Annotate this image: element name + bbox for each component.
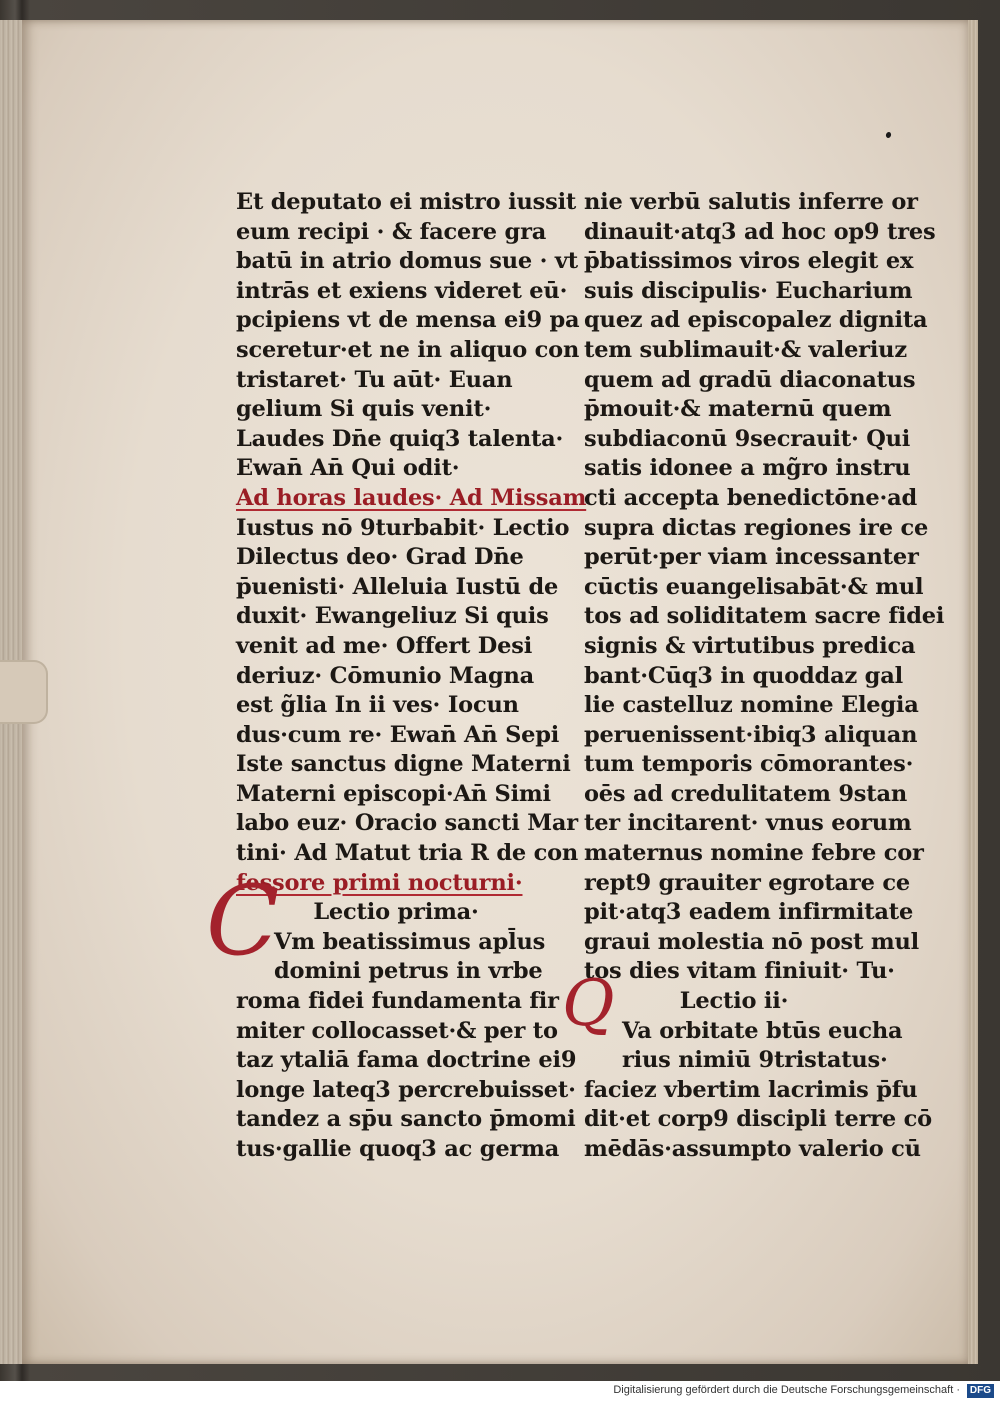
text-line: dinauit·atq3 ad hoc op9 tres <box>584 218 936 245</box>
text-line: Ewan̄ An̄ Qui odit· <box>236 455 460 482</box>
right-text-column <box>584 188 945 1165</box>
text-line: tos dies vitam finiuit· Tu· <box>584 958 895 985</box>
text-line: subdiaconū 9secrauit· Qui <box>584 425 911 452</box>
text-line: deriuz· Cōmunio Magna <box>236 662 535 689</box>
page-edges-right <box>968 20 978 1364</box>
illuminated-initial-q: Q <box>562 967 615 1041</box>
text-line: labo euz· Oracio sancti Mar <box>236 810 578 837</box>
text-line: est g̃lia In ii ves· Iocun <box>236 692 519 719</box>
text-line: Va orbitate btūs eucha <box>622 1017 903 1044</box>
text-line: dit·et corp9 discipli terre cō <box>584 1106 932 1133</box>
text-line: tem sublimauit·& valeriuz <box>584 336 907 363</box>
text-line: eum recipi · & facere gra <box>236 218 547 245</box>
lectio-heading: Lectio prima· <box>313 899 479 926</box>
text-line: quem ad gradū diaconatus <box>584 366 916 393</box>
text-line: graui molestia nō post mul <box>584 928 919 955</box>
text-line: tum temporis cōmorantes· <box>584 751 914 778</box>
text-line: quez ad episcopalez dignita <box>584 307 928 334</box>
left-text-column <box>236 188 587 1165</box>
text-line: rept9 grauiter egrotare ce <box>584 869 910 896</box>
page-tab <box>0 660 48 724</box>
text-line: maternus nomine febre cor <box>584 840 924 867</box>
text-line: sceretur·et ne in aliquo con <box>236 336 580 363</box>
text-line: pit·atq3 eadem infirmitate <box>584 899 914 926</box>
text-line: p̄uenisti· Alleluia Iustū de <box>236 573 559 600</box>
text-line: tos ad soliditatem sacre fidei <box>584 603 945 630</box>
text-line: cūctis euangelisabāt·& mul <box>584 573 924 600</box>
text-line: miter collocasset·& per to <box>236 1017 558 1044</box>
text-line: cti accepta benedictōne·ad <box>584 484 918 511</box>
text-line: taz ytaliā fama doctrine ei9 <box>236 1047 577 1074</box>
text-line: rius nimiū 9tristatus· <box>622 1047 888 1074</box>
text-line: tini· Ad Matut tria R de con <box>236 840 579 867</box>
illuminated-initial-c: C <box>206 865 280 977</box>
footer-bar <box>0 1381 1000 1401</box>
text-line: tus·gallie quoq3 ac germa <box>236 1136 560 1162</box>
text-line: Materni episcopi·An̄ Simi <box>236 780 551 807</box>
text-line: tandez a sp̄u sancto p̄momi <box>236 1106 576 1133</box>
text-line: supra dictas regiones ire ce <box>584 514 929 541</box>
funding-credit: Digitalisierung gefördert durch die Deutsche Forschungsgemeinschaft · <box>613 1384 960 1396</box>
text-line: Laudes Dn̄e quiq3 talenta· <box>236 425 564 452</box>
text-line: domini petrus in vrbe <box>274 958 543 985</box>
text-line: bant·Cūq3 in quoddaz gal <box>584 662 903 689</box>
text-line: tristaret· Tu aūt· Euan <box>236 366 513 393</box>
rubric-line: Ad horas laudes· Ad Missam <box>236 484 587 511</box>
text-line: duxit· Ewangeliuz Si quis <box>236 603 549 630</box>
text-line: Iste sanctus digne Materni <box>236 751 571 778</box>
text-line: roma fidei fundamenta fir <box>236 988 559 1015</box>
text-line: Dilectus deo· Grad Dn̄e <box>236 544 524 571</box>
text-line: batū in atrio domus sue · vt <box>236 248 578 275</box>
text-line: gelium Si quis venit· <box>236 396 492 423</box>
text-line: venit ad me· Offert Desi <box>236 632 533 659</box>
text-line: oēs ad credulitatem 9stan <box>584 780 907 807</box>
text-line: Et deputato ei mistro iussit <box>236 189 577 215</box>
text-line: peruenissent·ibiq3 aliquan <box>584 721 918 748</box>
text-line: p̄mouit·& maternū quem <box>584 396 892 423</box>
text-line: Vm beatissimus apl̄us <box>274 928 546 955</box>
text-line: ter incitarent· vnus eorum <box>584 810 912 837</box>
text-line: suis discipulis· Eucharium <box>584 277 913 304</box>
lectio-heading: Lectio ii· <box>679 988 789 1015</box>
rubric-line: fessore primi nocturni· <box>236 869 523 896</box>
text-line: dus·cum re· Ewan̄ An̄ Sepi <box>236 721 560 748</box>
text-line: lie castelluz nomine Elegia <box>584 692 919 719</box>
text-line: faciez vbertim lacrimis p̄fu <box>584 1076 918 1103</box>
text-line: satis idonee a mg̃ro instru <box>584 455 911 482</box>
text-line: perūt·per viam incessanter <box>584 544 919 571</box>
dfg-logo[interactable]: DFG <box>967 1384 994 1398</box>
text-line: pcipiens vt de mensa ei9 pa <box>236 307 580 334</box>
text-line: intrās et exiens videret eū· <box>236 277 568 304</box>
text-line: p̄batissimos viros elegit ex <box>584 248 914 275</box>
text-line: mēdās·assumpto valerio cū <box>584 1136 921 1162</box>
text-line: nie verbū salutis inferre or <box>584 189 918 215</box>
text-line: signis & virtutibus predica <box>584 632 916 659</box>
text-line: longe lateq3 percrebuisset· <box>236 1076 576 1103</box>
text-line: Iustus nō 9turbabit· Lectio <box>236 514 570 541</box>
